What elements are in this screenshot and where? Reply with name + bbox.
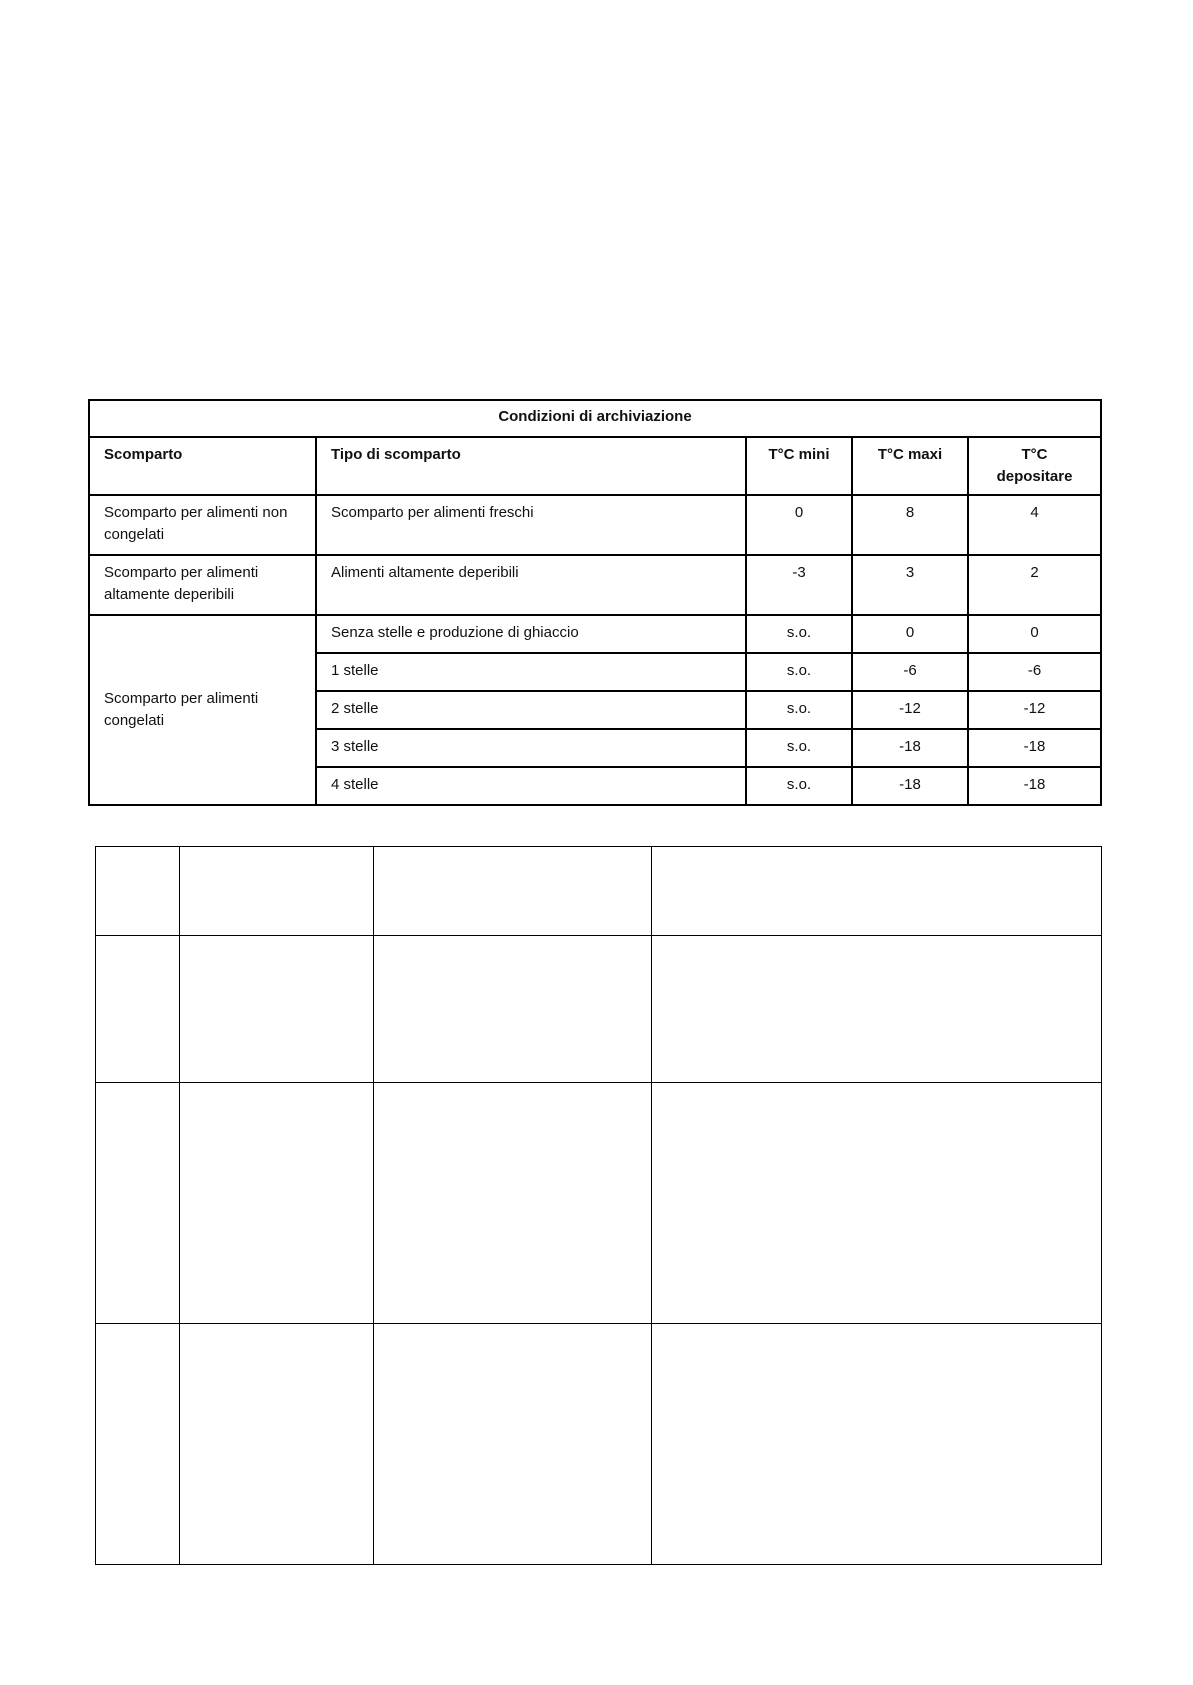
- header-temp-min: T°C mini: [746, 437, 852, 495]
- blank-cell: [374, 936, 652, 1083]
- blank-row: [96, 847, 1102, 936]
- table-caption: Condizioni di archiviazione: [89, 400, 1101, 437]
- blank-cell: [180, 1083, 374, 1324]
- type-cell: Alimenti altamente deperibili: [316, 555, 746, 615]
- blank-cell: [652, 936, 1102, 1083]
- storage-conditions-table: [88, 399, 1102, 806]
- blank-cell: [652, 1324, 1102, 1565]
- blank-cell: [96, 847, 180, 936]
- store-cell: 2: [968, 555, 1101, 615]
- min-cell: s.o.: [746, 729, 852, 767]
- max-cell: -18: [852, 729, 968, 767]
- header-compartment: Scomparto: [89, 437, 316, 495]
- blank-row: [96, 936, 1102, 1083]
- blank-cell: [652, 847, 1102, 936]
- blank-cell: [374, 847, 652, 936]
- type-cell: Scomparto per alimenti freschi: [316, 495, 746, 555]
- max-cell: -12: [852, 691, 968, 729]
- type-cell: 2 stelle: [316, 691, 746, 729]
- min-cell: s.o.: [746, 653, 852, 691]
- max-cell: -18: [852, 767, 968, 805]
- blank-cell: [180, 1324, 374, 1565]
- blank-cell: [96, 1324, 180, 1565]
- table-caption-row: [89, 400, 1101, 437]
- min-cell: s.o.: [746, 767, 852, 805]
- store-cell: -6: [968, 653, 1101, 691]
- compartment-cell-frozen: Scomparto per alimenti congelati: [89, 615, 316, 805]
- type-cell: 4 stelle: [316, 767, 746, 805]
- blank-grid-table: [95, 846, 1102, 1565]
- blank-row: [96, 1324, 1102, 1565]
- table-row: [89, 495, 1101, 555]
- blank-cell: [180, 847, 374, 936]
- max-cell: 3: [852, 555, 968, 615]
- min-cell: -3: [746, 555, 852, 615]
- blank-cell: [96, 936, 180, 1083]
- header-temp-max: T°C maxi: [852, 437, 968, 495]
- max-cell: 0: [852, 615, 968, 653]
- max-cell: -6: [852, 653, 968, 691]
- compartment-cell: Scomparto per alimenti non congelati: [89, 495, 316, 555]
- min-cell: s.o.: [746, 691, 852, 729]
- type-cell: 1 stelle: [316, 653, 746, 691]
- type-cell: Senza stelle e produzione di ghiaccio: [316, 615, 746, 653]
- store-cell: 0: [968, 615, 1101, 653]
- blank-row: [96, 1083, 1102, 1324]
- blank-cell: [652, 1083, 1102, 1324]
- max-cell: 8: [852, 495, 968, 555]
- type-cell: 3 stelle: [316, 729, 746, 767]
- store-cell: -18: [968, 767, 1101, 805]
- compartment-cell: Scomparto per alimenti altamente deperibili: [89, 555, 316, 615]
- header-temp-store: T°C depositare: [968, 437, 1101, 495]
- table-row: [89, 615, 1101, 653]
- table-header-row: [89, 437, 1101, 495]
- blank-cell: [180, 936, 374, 1083]
- header-compartment-type: Tipo di scomparto: [316, 437, 746, 495]
- store-cell: -12: [968, 691, 1101, 729]
- blank-cell: [96, 1083, 180, 1324]
- store-cell: 4: [968, 495, 1101, 555]
- store-cell: -18: [968, 729, 1101, 767]
- blank-cell: [374, 1083, 652, 1324]
- min-cell: 0: [746, 495, 852, 555]
- blank-cell: [374, 1324, 652, 1565]
- table-row: [89, 555, 1101, 615]
- min-cell: s.o.: [746, 615, 852, 653]
